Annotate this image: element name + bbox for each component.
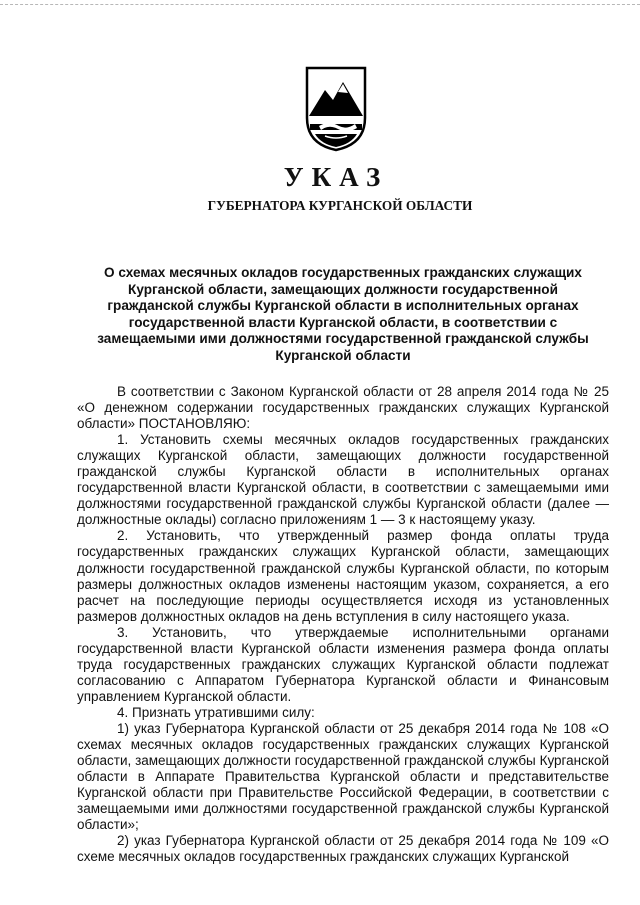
document-subtitle: ГУБЕРНАТОРА КУРГАНСКОЙ ОБЛАСТИ: [207, 198, 473, 213]
decree-heading: О схемах месячных окладов государственных гражданских служащих Курганской области, замещающих должности государственной гражданской службы Курганской области в исполнительных органах государственной власти Курганской области, в соответствии с замещаемыми ими должностями государственной гражданской службы Курганской области: [97, 265, 589, 363]
clause-3-paragraph: 3. Установить, что утверждаемые исполнительными органами государственной власти Курганской области изменения размера фонда оплаты труда государственных гражданских служащих Курганской области подлежат согласованию с Аппаратом Губернатора Курганской области и Финансовым управлением Курганской области.: [77, 624, 609, 704]
preamble-paragraph: В соответствии с Законом Курганской области от 28 апреля 2014 года № 25 «О денежном содержании государственных гражданских служащих Курганской области» ПОСТАНОВЛЯЮ:: [77, 384, 609, 432]
clause-4-item-1-paragraph: 1) указ Губернатора Курганской области от 25 декабря 2014 года № 108 «О схемах месячных окладов государственных гражданских служащих Курганской области, замещающих должности государственной гражданской службы Курганской области в Аппарате Правительства Курганской области и представительстве Курганской области при Правительстве Российской Федерации, в соответствии с замещаемыми ими должностями государственной гражданской службы Курганской области»;: [77, 720, 609, 833]
clause-2-paragraph: 2. Установить, что утвержденный размер фонда оплаты труда государственных гражданских служащих Курганской области, замещающих должности государственной гражданской службы Курганской области, по которым размеры должностных окладов изменены настоящим указом, сохраняется, а его расчет на последующие периоды осуществляется исходя из установленных размеров должностных окладов на день вступления в силу настоящего указа.: [77, 528, 609, 624]
document-title: УКАЗ: [283, 162, 389, 192]
document-body: [77, 384, 609, 865]
kurgan-coat-of-arms-emblem: [305, 66, 367, 152]
clause-4-item-2-paragraph: 2) указ Губернатора Курганской области от 25 декабря 2014 года № 109 «О схеме месячных окладов государственных гражданских служащих Курганской: [77, 833, 609, 865]
clause-4-paragraph: 4. Признать утратившими силу:: [117, 704, 315, 720]
scan-artifact-line: [0, 4, 640, 7]
clause-1-paragraph: 1. Установить схемы месячных окладов государственных гражданских служащих Курганской области, замещающих должности государственной гражданской службы Курганской области в исполнительных органах государственной власти Курганской области, в соответствии с замещаемыми ими должностями государственной гражданской службы Курганской области (далее — должностные оклады) согласно приложениям 1 — 3 к настоящему указу.: [77, 432, 609, 528]
